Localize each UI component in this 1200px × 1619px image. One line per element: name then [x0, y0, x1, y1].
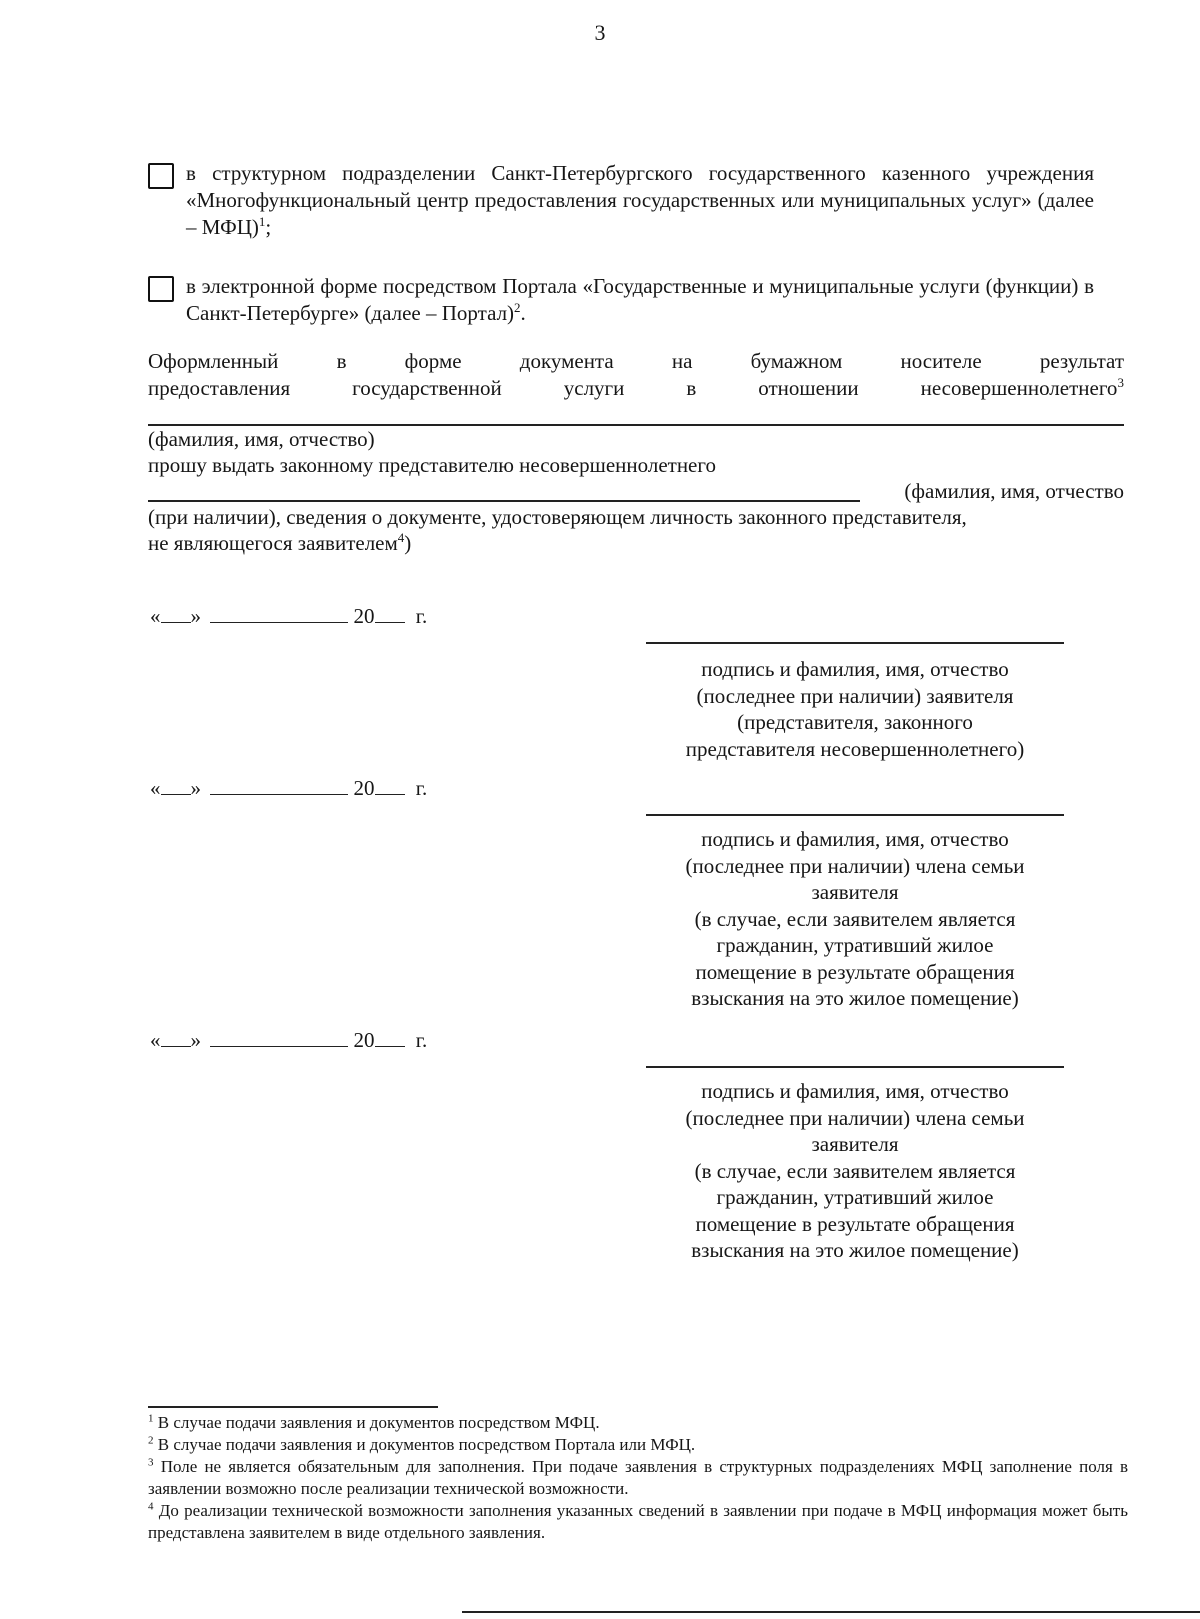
date-field-3[interactable]: « » 20 г. [150, 1028, 428, 1052]
page-number: 3 [594, 20, 606, 45]
month-blank[interactable] [210, 1026, 348, 1047]
footnote-ref: 2 [514, 300, 521, 315]
request-line: прошу выдать законному представителю несовершеннолетнего [148, 453, 716, 477]
year-blank[interactable] [375, 602, 405, 623]
footnote-ref: 4 [397, 530, 405, 545]
date-field-1[interactable]: « » 20 г. [150, 604, 428, 628]
paragraph-line-1: Оформленный в форме документа на бумажном носителе результат [148, 349, 1124, 373]
footnote-1: $^1$ В случае подачи заявления и документов посредством МФЦ. [148, 1412, 600, 1432]
option-mfc [148, 160, 1094, 241]
date-field-2[interactable]: « » 20 г. [150, 776, 428, 800]
footnote-3: $^3$ Поле не является обязательным для заполнения. При подаче заявления в структурных подразделениях МФЦ заполнение поля в заявлении возможно после реализации технической возможности. [148, 1456, 1128, 1498]
option-portal-text: в электронной форме посредством Портала «Государственные и муниципальные услуги (функции) в Санкт-Петербурге» (далее – Портал)$^2$. [186, 274, 1094, 325]
checkbox-mfc[interactable] [148, 163, 174, 189]
day-blank[interactable] [161, 1026, 191, 1047]
month-blank[interactable] [210, 774, 348, 795]
footnote-4: $^4$ До реализации технической возможности заполнения указанных сведений в заявлении при подаче в МФЦ информация может быть представлена заявителем в виде отдельного заявления. [148, 1500, 1128, 1542]
representative-name-field[interactable] [148, 500, 860, 502]
footnote-2: $^2$ В случае подачи заявления и документов посредством Портала или МФЦ. [148, 1434, 696, 1454]
signature-line-3[interactable] [646, 1066, 1064, 1068]
rep-line-2: не являющегося заявителем$^4$) [148, 530, 412, 555]
year-blank[interactable] [375, 774, 405, 795]
footnote-separator [148, 1406, 438, 1408]
day-blank[interactable] [161, 774, 191, 795]
option-portal [148, 273, 1094, 327]
result-paragraph [148, 348, 1124, 402]
signature-caption-3: подпись и фамилия, имя, отчество (последнее при наличии) члена семьи заявителя (в случае, если заявителем является гражданин, утративший жилое помещение в результате обращения взыскания на это жилое помещение) [685, 1079, 1025, 1262]
year-blank[interactable] [375, 1026, 405, 1047]
month-blank[interactable] [210, 602, 348, 623]
day-blank[interactable] [161, 602, 191, 623]
signature-caption-1: подпись и фамилия, имя, отчество (последнее при наличии) заявителя (представителя, законного представителя несовершеннолетнего) [685, 657, 1025, 761]
signature-line-1[interactable] [646, 642, 1064, 644]
bottom-rule [462, 1611, 1200, 1613]
fio-label-2: (фамилия, имя, отчество [904, 479, 1124, 503]
option-mfc-text: в структурном подразделении Санкт-Петербургского государственного казенного учреждения «Многофункциональный центр предоставления государственных или муниципальных услуг» (далее – МФЦ)$^1$; [186, 161, 1094, 239]
rep-line-1: (при наличии), сведения о документе, удостоверяющем личность законного представителя, [148, 505, 967, 529]
signature-caption-2: подпись и фамилия, имя, отчество (последнее при наличии) члена семьи заявителя (в случае, если заявителем является гражданин, утративший жилое помещение в результате обращения взыскания на это жилое помещение) [685, 827, 1025, 1010]
footnote-ref: 3 [1117, 375, 1124, 390]
footnote-ref: 1 [258, 214, 266, 229]
signature-line-2[interactable] [646, 814, 1064, 816]
checkbox-portal[interactable] [148, 276, 174, 302]
paragraph-line-2: предоставления государственной услуги в отношении несовершеннолетнего$^3$ [148, 375, 1124, 400]
fio-label: (фамилия, имя, отчество) [148, 427, 375, 451]
